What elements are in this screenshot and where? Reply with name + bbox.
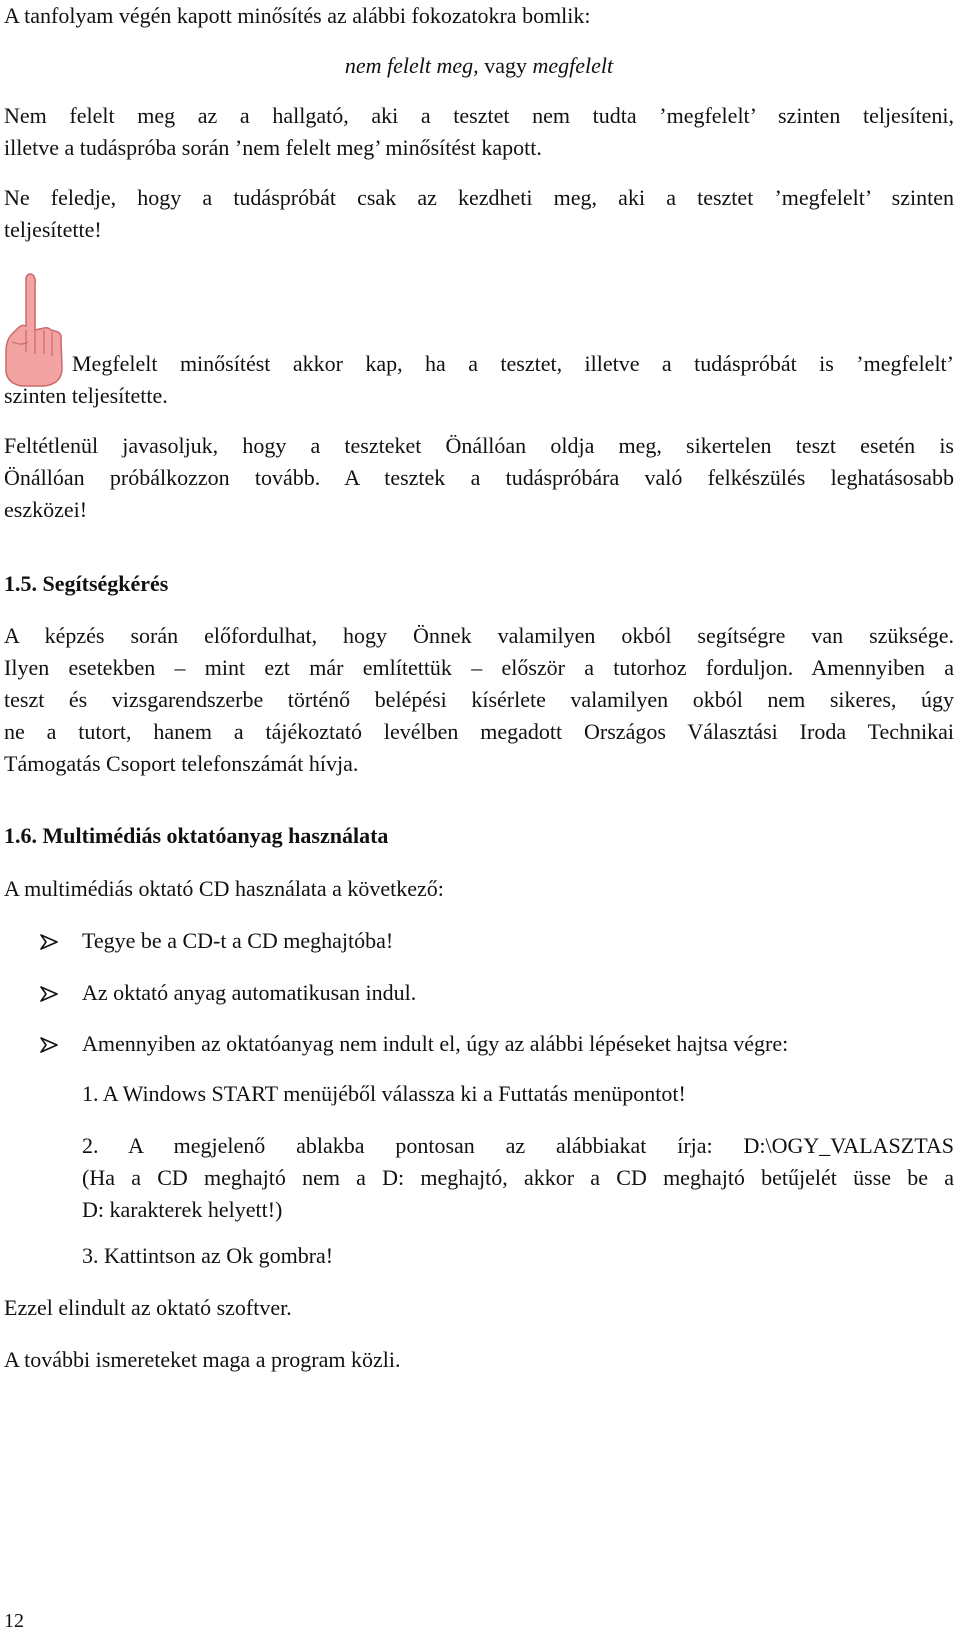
arrow-bullet-icon	[40, 986, 58, 1002]
grade-pass: megfelelt	[532, 53, 614, 78]
multimedia-intro: A multimédiás oktató CD használata a következő:	[4, 876, 444, 901]
note-paragraph: Megfelelt minősítést akkor kap, ha a tesztet, illetve a tudáspróbát is ’megfelelt’ szinten teljesítette.	[4, 351, 954, 408]
closing-paragraph-2: A további ismereteket maga a program közli.	[4, 1347, 401, 1372]
section-heading-multimedia: 1.6. Multimédiás oktatóanyag használata	[4, 823, 389, 848]
page-number: 12	[4, 1610, 24, 1632]
grade-separator: vagy	[478, 53, 533, 78]
arrow-bullet-icon	[40, 1037, 58, 1053]
help-paragraph: A képzés során előfordulhat, hogy Önnek valamilyen okból segítségre van szüksége. Ilyen esetekben – mint ezt már említettük – először a tutorhoz forduljon. Amennyiben a teszt és vizsgarendszerbe történő belépési kísérlete valamilyen okból nem sikeres, úgy ne a tutort, hanem a tájékoztató levélben megadott Országos Választási Iroda Technikai Támogatás Csoport telefonszámát hívja.	[4, 623, 954, 776]
closing-paragraph-1: Ezzel elindult az oktató szoftver.	[4, 1295, 292, 1320]
grade-fail: nem felelt meg,	[344, 53, 479, 78]
fail-definition-paragraph: Nem felelt meg az a hallgató, aki a tesztet nem tudta ’megfelelt’ szinten teljesíteni, illetve a tudáspróba során ’nem felelt meg’ minősítést kapott.	[4, 103, 954, 160]
grades-line	[4, 50, 954, 82]
step-2: 2. A megjelenő ablakba pontosan az alábbiakat írja: D:\OGY_VALASZTAS (Ha a CD meghajtó nem a D: meghajtó, akkor a CD meghajtó betűjelét üsse be a D: karakterek helyett!)	[82, 1133, 954, 1222]
recommendation-paragraph: Feltétlenül javasoljuk, hogy a teszteket Önállóan oldja meg, sikertelen teszt esetén is Önállóan próbálkozzon tovább. A tesztek a tudáspróbára való felkészülés leghatásosabb eszközei!	[4, 433, 954, 522]
step-3: 3. Kattintson az Ok gombra!	[82, 1243, 334, 1268]
section-heading-help: 1.5. Segítségkérés	[4, 571, 169, 596]
step-1: 1. A Windows START menüjéből válassza ki a Futtatás menüpontot!	[82, 1081, 686, 1106]
intro-paragraph: A tanfolyam végén kapott minősítés az alábbi fokozatokra bomlik:	[4, 3, 591, 28]
reminder-paragraph: Ne feledje, hogy a tudáspróbát csak az kezdheti meg, aki a tesztet ’megfelelt’ szinten teljesítette!	[4, 185, 954, 242]
arrow-bullet-icon	[40, 934, 58, 950]
